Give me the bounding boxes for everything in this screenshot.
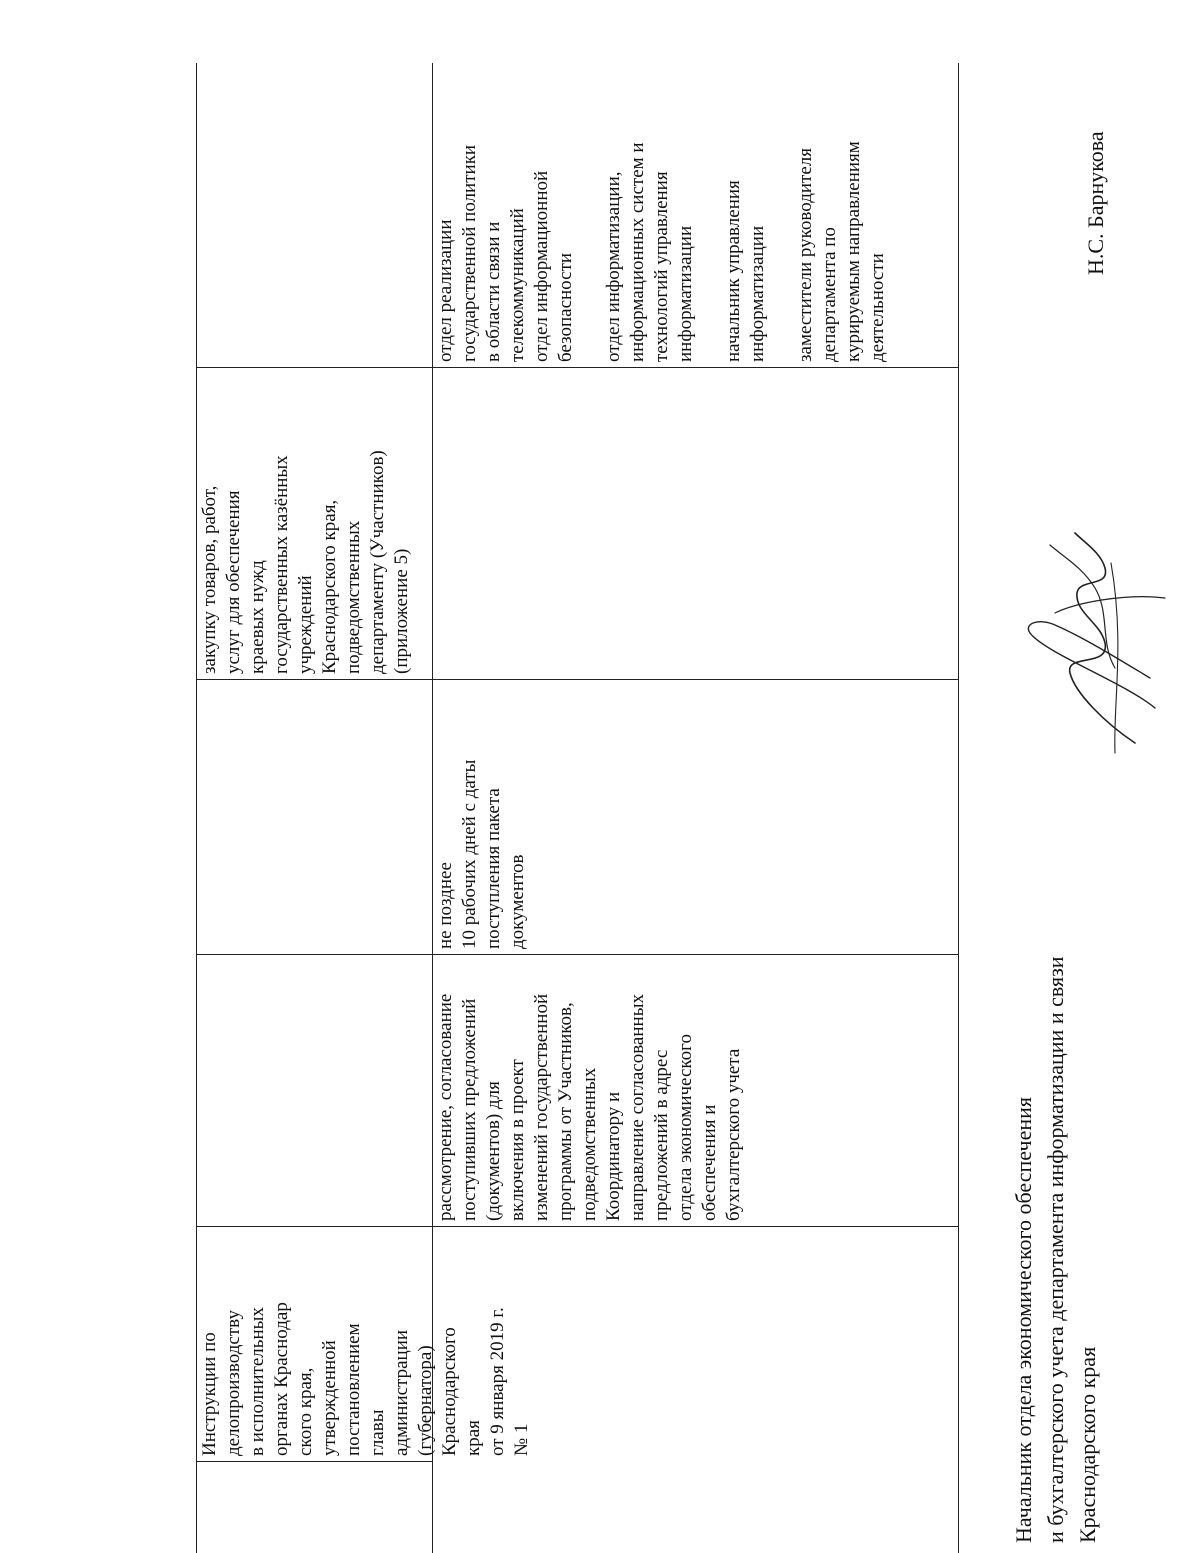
footer-title-line2: и бухгалтерского учета департамента информатизации и связи (1043, 956, 1068, 1543)
table-cell-r1c5 (196, 63, 432, 368)
table-cell-r1c4: закупку товаров, работ, услуг для обеспечения краевых нужд государственных казённых учреждений Краснодарского края, подведомственных департаменту (Участников) (приложение 5) (199, 450, 412, 674)
table-cell-r2c5: отдел реализации государственной политики в области связи и телекоммуникаций отдел информационной безопасности отдел информатизации, информационных систем и технологий управления информатизации начальник управления информатизации заместители руководителя департамента по курируемым направлениям деятельности (435, 141, 888, 362)
table-rule-bottom (958, 63, 959, 1553)
table-cell-r2c3: не позднее 10 рабочих дней с даты поступления пакета документов (435, 759, 528, 949)
table-cell-r2c4 (432, 368, 958, 680)
table-cell-r1c2 (196, 955, 432, 1227)
footer-signatory-name: Н.С. Барнукова (1083, 131, 1108, 275)
signature-mark (1015, 523, 1175, 763)
footer-title-line1: Начальник отдела экономического обеспечения (1011, 1097, 1036, 1543)
table-cell-r2c2: рассмотрение, согласование поступивших предложений (документов) для включения в проект изменений государственной программы от Участников, подведомственных Координатору и направление согласованных предложений в адрес отдела экономического обеспечения и бухгалтерского учета (435, 993, 744, 1221)
table-cell-r1c3 (196, 680, 432, 955)
document-table (196, 63, 958, 1553)
footer-title-line3: Краснодарского края (1075, 1346, 1100, 1543)
table-cell-r2c1 (432, 1227, 958, 1462)
table-cell-r1c1: Инструкции по делопроизводству в исполнительных органах Краснодар ского края, утвержденной постановлением главы администрации (губернатора) Краснодарского края от 9 января 2019 г. № 1 (199, 1302, 532, 1456)
